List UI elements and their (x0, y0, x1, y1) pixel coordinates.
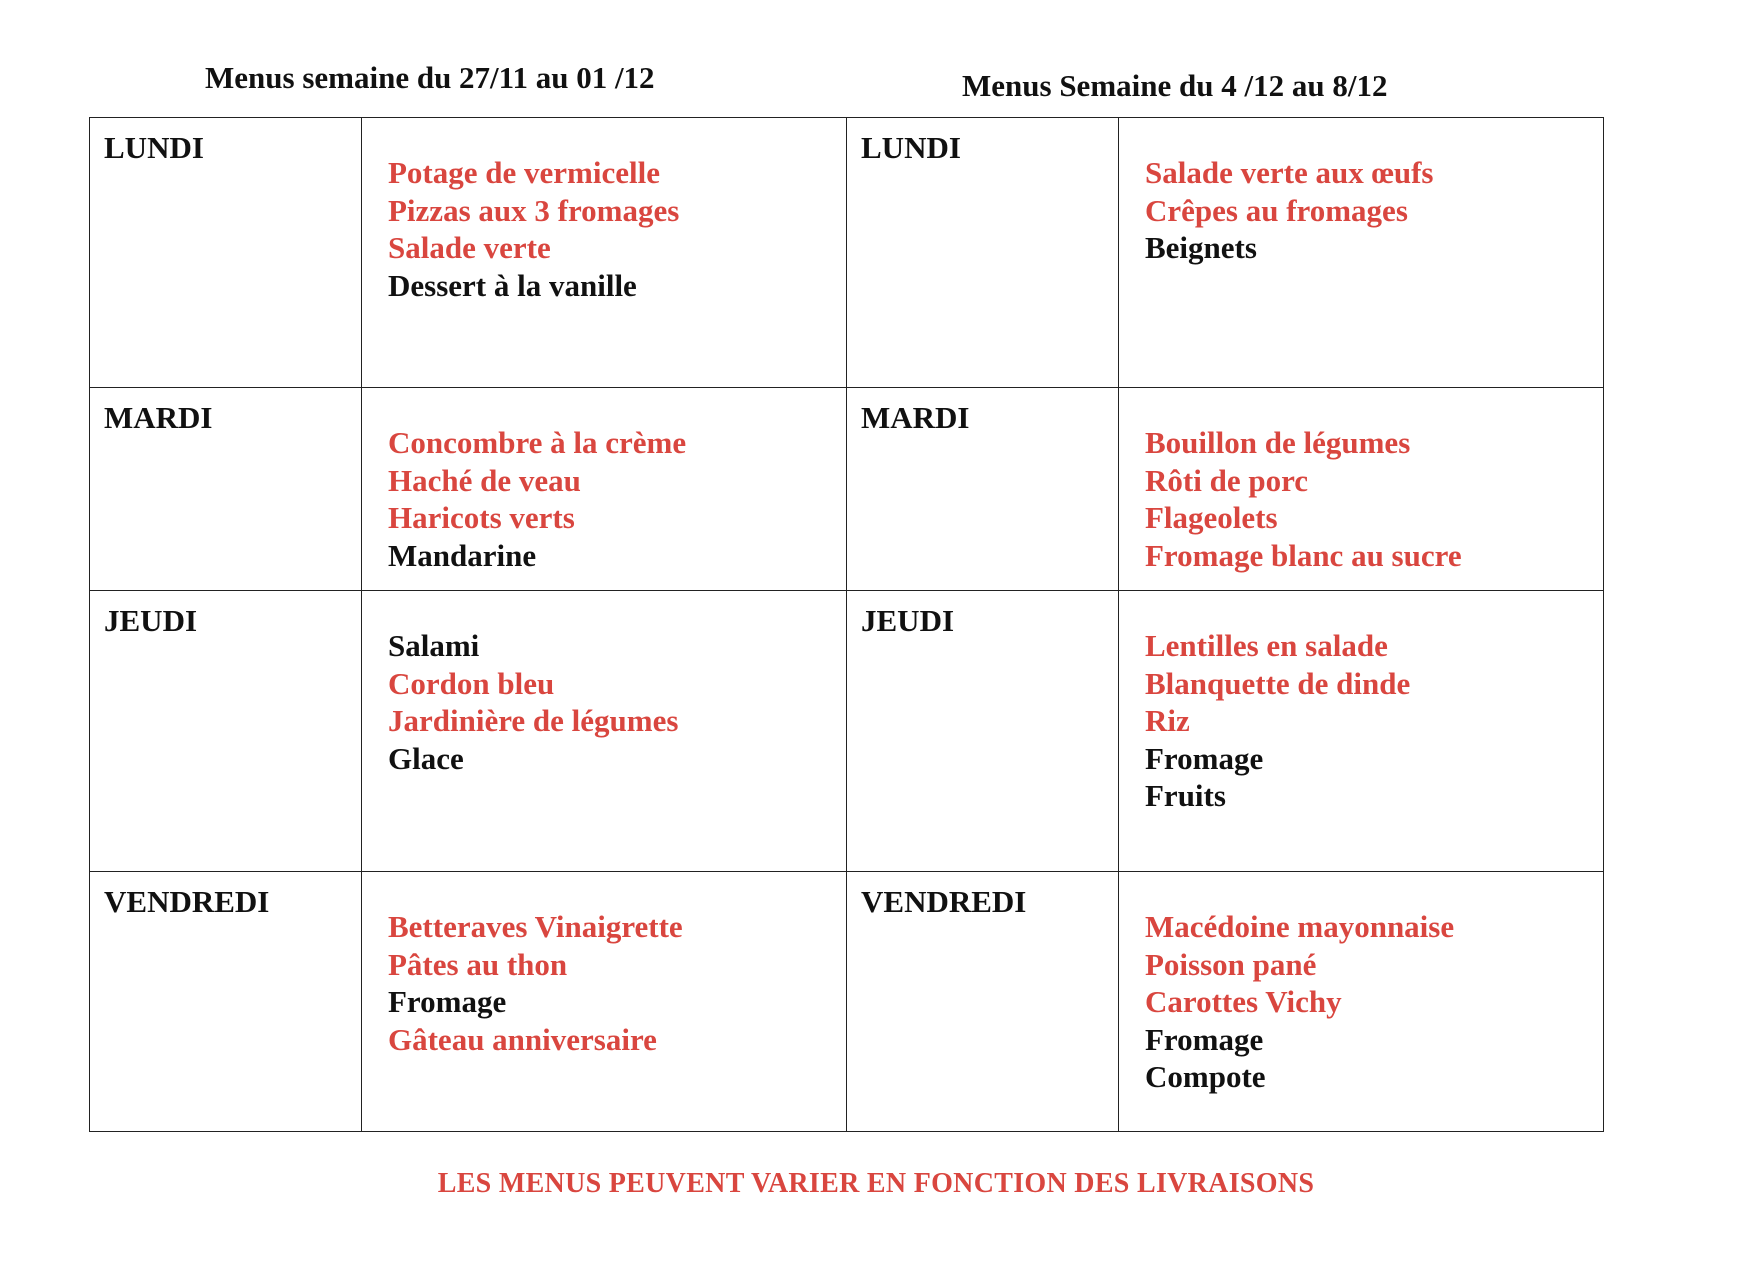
menu-item: Dessert à la vanille (388, 267, 637, 303)
week1-title: Menus semaine du 27/11 au 01 /12 (205, 60, 655, 95)
week2-menu-cell (1119, 388, 1604, 591)
menu-list (362, 872, 846, 1058)
menu-item: Fromage (1145, 1021, 1264, 1057)
menu-item: Pizzas aux 3 fromages (388, 192, 680, 228)
menu-list (1119, 591, 1603, 815)
week2-menu-cell (1119, 118, 1604, 388)
menu-item: Concombre à la crème (388, 425, 687, 460)
menu-item: Haché de veau (388, 462, 581, 498)
menu-item: Pâtes au thon (388, 946, 568, 982)
menu-item: Haricots verts (388, 500, 575, 535)
menu-item: Macédoine mayonnaise (1145, 909, 1455, 944)
menu-list (362, 118, 846, 304)
menu-item: Potage de vermicelle (388, 155, 660, 190)
menu-item: Betteraves Vinaigrette (388, 909, 683, 944)
week1-day-cell (90, 872, 362, 1132)
menu-row (90, 388, 1604, 591)
menu-item: Carottes Vichy (1145, 984, 1342, 1019)
week1-menu-cell (362, 591, 847, 872)
footer-note: LES MENUS PEUVENT VARIER EN FONCTION DES LIVRAISONS (437, 1168, 1315, 1199)
menu-item: Fruits (1145, 778, 1226, 813)
menu-row (90, 118, 1604, 388)
week2-day-cell (847, 118, 1119, 388)
week1-day-cell (90, 591, 362, 872)
menu-item: Poisson pané (1145, 946, 1317, 982)
week2-menu-cell (1119, 872, 1604, 1132)
menu-item: Riz (1145, 703, 1190, 738)
day-label: JEUDI (104, 603, 198, 638)
menu-item: Gâteau anniversaire (388, 1021, 657, 1057)
week2-day-cell (847, 591, 1119, 872)
menu-item: Salade verte (388, 230, 551, 265)
week1-day-cell (90, 388, 362, 591)
menu-item: Beignets (1145, 230, 1257, 265)
menu-item: Compote (1145, 1059, 1266, 1094)
menu-item: Cordon bleu (388, 665, 555, 701)
menu-list (362, 388, 846, 574)
menu-list (1119, 872, 1603, 1096)
day-label: MARDI (861, 400, 970, 435)
menu-item: Salade verte aux œufs (1145, 155, 1434, 190)
menu-item: Glace (388, 740, 464, 776)
menu-list (362, 591, 846, 777)
day-label: VENDREDI (861, 884, 1027, 919)
day-label: VENDREDI (104, 884, 270, 919)
menu-item: Fromage (388, 984, 507, 1019)
week1-day-cell (90, 118, 362, 388)
menu-item: Bouillon de légumes (1145, 425, 1411, 460)
week2-day-cell (847, 872, 1119, 1132)
menu-item: Mandarine (388, 537, 537, 573)
week2-menu-cell (1119, 591, 1604, 872)
menu-row (90, 591, 1604, 872)
day-label: MARDI (104, 400, 213, 435)
week2-title: Menus Semaine du 4 /12 au 8/12 (962, 68, 1388, 103)
menu-item: Lentilles en salade (1145, 628, 1388, 663)
menu-list (1119, 118, 1603, 267)
week1-menu-cell (362, 118, 847, 388)
week1-menu-cell (362, 388, 847, 591)
menu-item: Fromage (1145, 740, 1264, 776)
menu-item: Rôti de porc (1145, 462, 1309, 498)
menu-item: Jardinière de légumes (388, 703, 679, 738)
menu-row (90, 872, 1604, 1132)
day-label: LUNDI (861, 130, 961, 165)
menu-list (1119, 388, 1603, 574)
menu-item: Flageolets (1145, 500, 1278, 535)
menu-item: Fromage blanc au sucre (1145, 537, 1462, 573)
day-label: JEUDI (861, 603, 955, 638)
week1-menu-cell (362, 872, 847, 1132)
menu-item: Crêpes au fromages (1145, 192, 1408, 228)
day-label: LUNDI (104, 130, 204, 165)
week2-day-cell (847, 388, 1119, 591)
menu-item: Blanquette de dinde (1145, 665, 1411, 701)
menu-table (89, 117, 1604, 1132)
menu-item: Salami (388, 628, 480, 663)
